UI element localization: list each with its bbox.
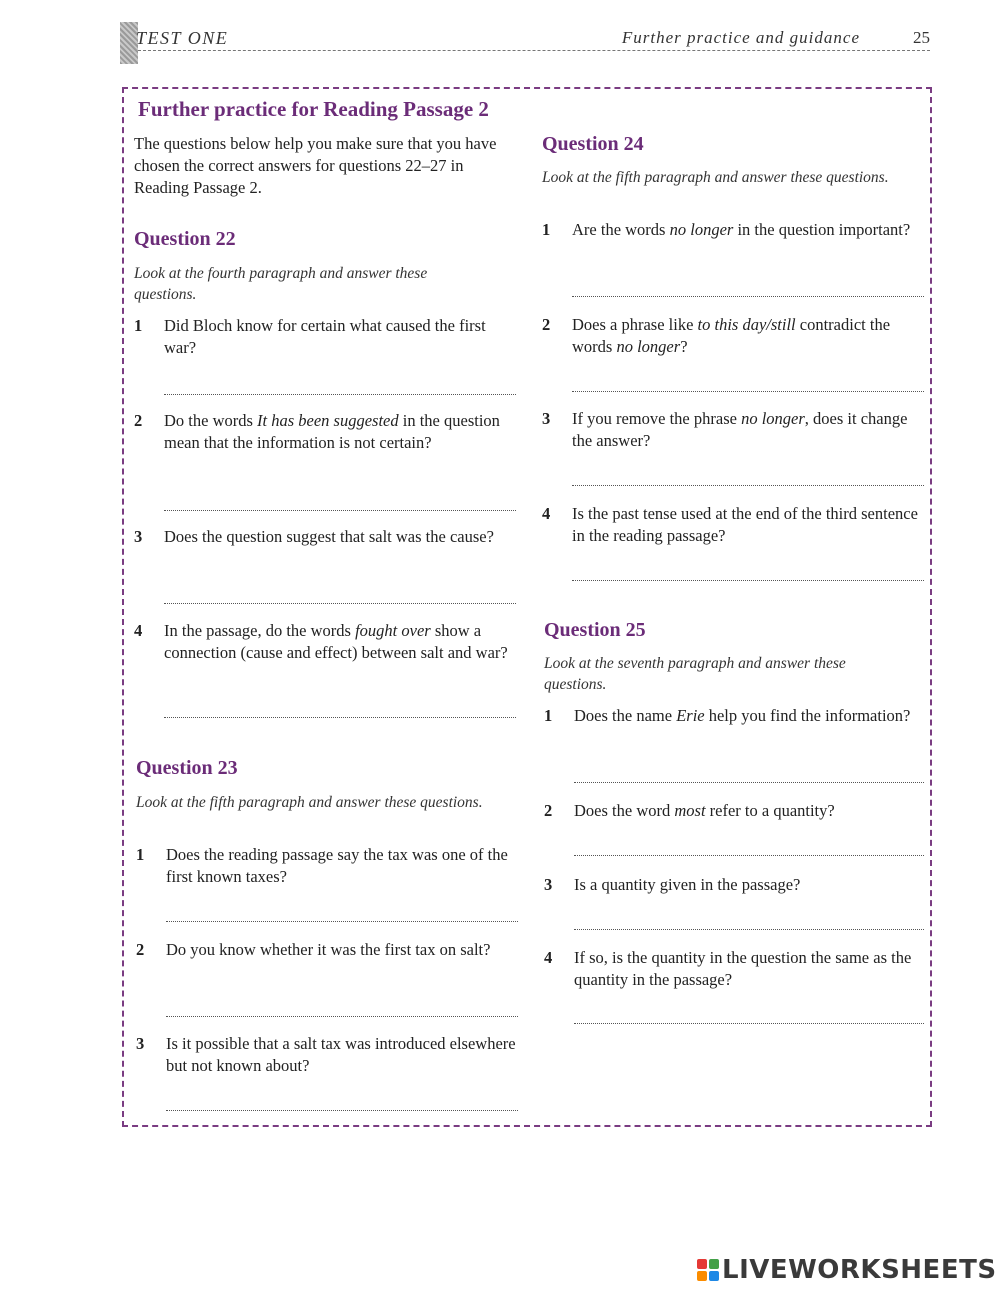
- q24-instruction: Look at the fifth paragraph and answer these questions.: [542, 169, 889, 186]
- q25-title: Question 25: [544, 619, 646, 641]
- item-number: 2: [134, 411, 143, 430]
- item-number: 1: [542, 220, 551, 239]
- q22-answer-line-4[interactable]: [164, 717, 516, 718]
- q25-answer-line-4[interactable]: [574, 1023, 924, 1024]
- item-text: Does a phrase like to this day/still contradict the words no longer?: [572, 315, 891, 356]
- item-number: 2: [136, 940, 145, 959]
- item-number: 2: [544, 801, 553, 820]
- item-number: 3: [134, 527, 143, 546]
- item-text: Is it possible that a salt tax was introduced elsewhere but not known about?: [166, 1034, 516, 1075]
- logo-text: LIVEWORKSHEETS: [722, 1255, 997, 1285]
- item-number: 3: [542, 409, 551, 428]
- header-section-title: Further practice and guidance: [621, 28, 860, 47]
- q25-answer-line-3[interactable]: [574, 929, 924, 930]
- item-number: 4: [542, 504, 551, 523]
- item-text: Does the question suggest that salt was the cause?: [164, 527, 494, 546]
- logo-square-green: [709, 1259, 719, 1269]
- q23-title: Question 23: [136, 757, 238, 779]
- item-text: Does the word most refer to a quantity?: [574, 801, 835, 820]
- liveworksheets-logo[interactable]: [697, 1256, 997, 1284]
- item-number: 4: [134, 621, 143, 640]
- item-number: 1: [544, 706, 553, 725]
- logo-square-orange: [697, 1271, 707, 1281]
- q25-answer-line-2[interactable]: [574, 855, 924, 856]
- q23-answer-line-3[interactable]: [166, 1110, 518, 1111]
- q25-instruction: Look at the seventh paragraph and answer these questions.: [544, 655, 846, 693]
- q22-instruction: Look at the fourth paragraph and answer these questions.: [134, 265, 428, 303]
- item-text: In the passage, do the words fought over show a connection (cause and effect) between salt and war?: [164, 621, 508, 662]
- item-text: Did Bloch know for certain what caused the first war?: [164, 316, 486, 357]
- item-text: Are the words no longer in the question important?: [572, 220, 911, 239]
- logo-square-red: [697, 1259, 707, 1269]
- q22-answer-line-1[interactable]: [164, 394, 516, 395]
- q24-answer-line-2[interactable]: [572, 391, 924, 392]
- item-text: Does the reading passage say the tax was one of the first known taxes?: [166, 845, 508, 886]
- item-number: 4: [544, 948, 553, 967]
- header-rule: [138, 50, 930, 51]
- q24-answer-line-3[interactable]: [572, 485, 924, 486]
- item-text: If you remove the phrase no longer, does it change the answer?: [572, 409, 908, 450]
- item-text: If so, is the quantity in the question the same as the quantity in the passage?: [574, 948, 912, 989]
- q24-title: Question 24: [542, 133, 644, 155]
- logo-grid-icon: [697, 1259, 719, 1281]
- item-number: 3: [136, 1034, 145, 1053]
- q23-answer-line-2[interactable]: [166, 1016, 518, 1017]
- item-text: Does the name Erie help you find the information?: [574, 706, 911, 725]
- page-header: [120, 22, 930, 64]
- intro-text: The questions below help you make sure that you have chosen the correct answers for questions 22–27 in Reading Passage 2.: [134, 134, 497, 197]
- q24-answer-line-1[interactable]: [572, 296, 924, 297]
- q22-answer-line-2[interactable]: [164, 510, 516, 511]
- section-title: Further practice for Reading Passage 2: [138, 97, 489, 121]
- q22-answer-line-3[interactable]: [164, 603, 516, 604]
- item-text: Do you know whether it was the first tax on salt?: [166, 940, 491, 959]
- item-text: Is the past tense used at the end of the third sentence in the reading passage?: [572, 504, 918, 545]
- practice-box: [122, 87, 932, 1127]
- q23-answer-line-1[interactable]: [166, 921, 518, 922]
- item-text: Do the words It has been suggested in the question mean that the information is not certain?: [164, 411, 500, 452]
- q24-answer-line-4[interactable]: [572, 580, 924, 581]
- item-number: 3: [544, 875, 553, 894]
- header-test-title: TEST ONE: [136, 28, 229, 48]
- item-number: 1: [136, 845, 145, 864]
- q22-title: Question 22: [134, 228, 236, 250]
- q23-instruction: Look at the fifth paragraph and answer these questions.: [136, 794, 483, 811]
- logo-square-blue: [709, 1271, 719, 1281]
- item-number: 1: [134, 316, 143, 335]
- q25-answer-line-1[interactable]: [574, 782, 924, 783]
- page-number: 25: [913, 28, 930, 47]
- item-number: 2: [542, 315, 551, 334]
- item-text: Is a quantity given in the passage?: [574, 875, 801, 894]
